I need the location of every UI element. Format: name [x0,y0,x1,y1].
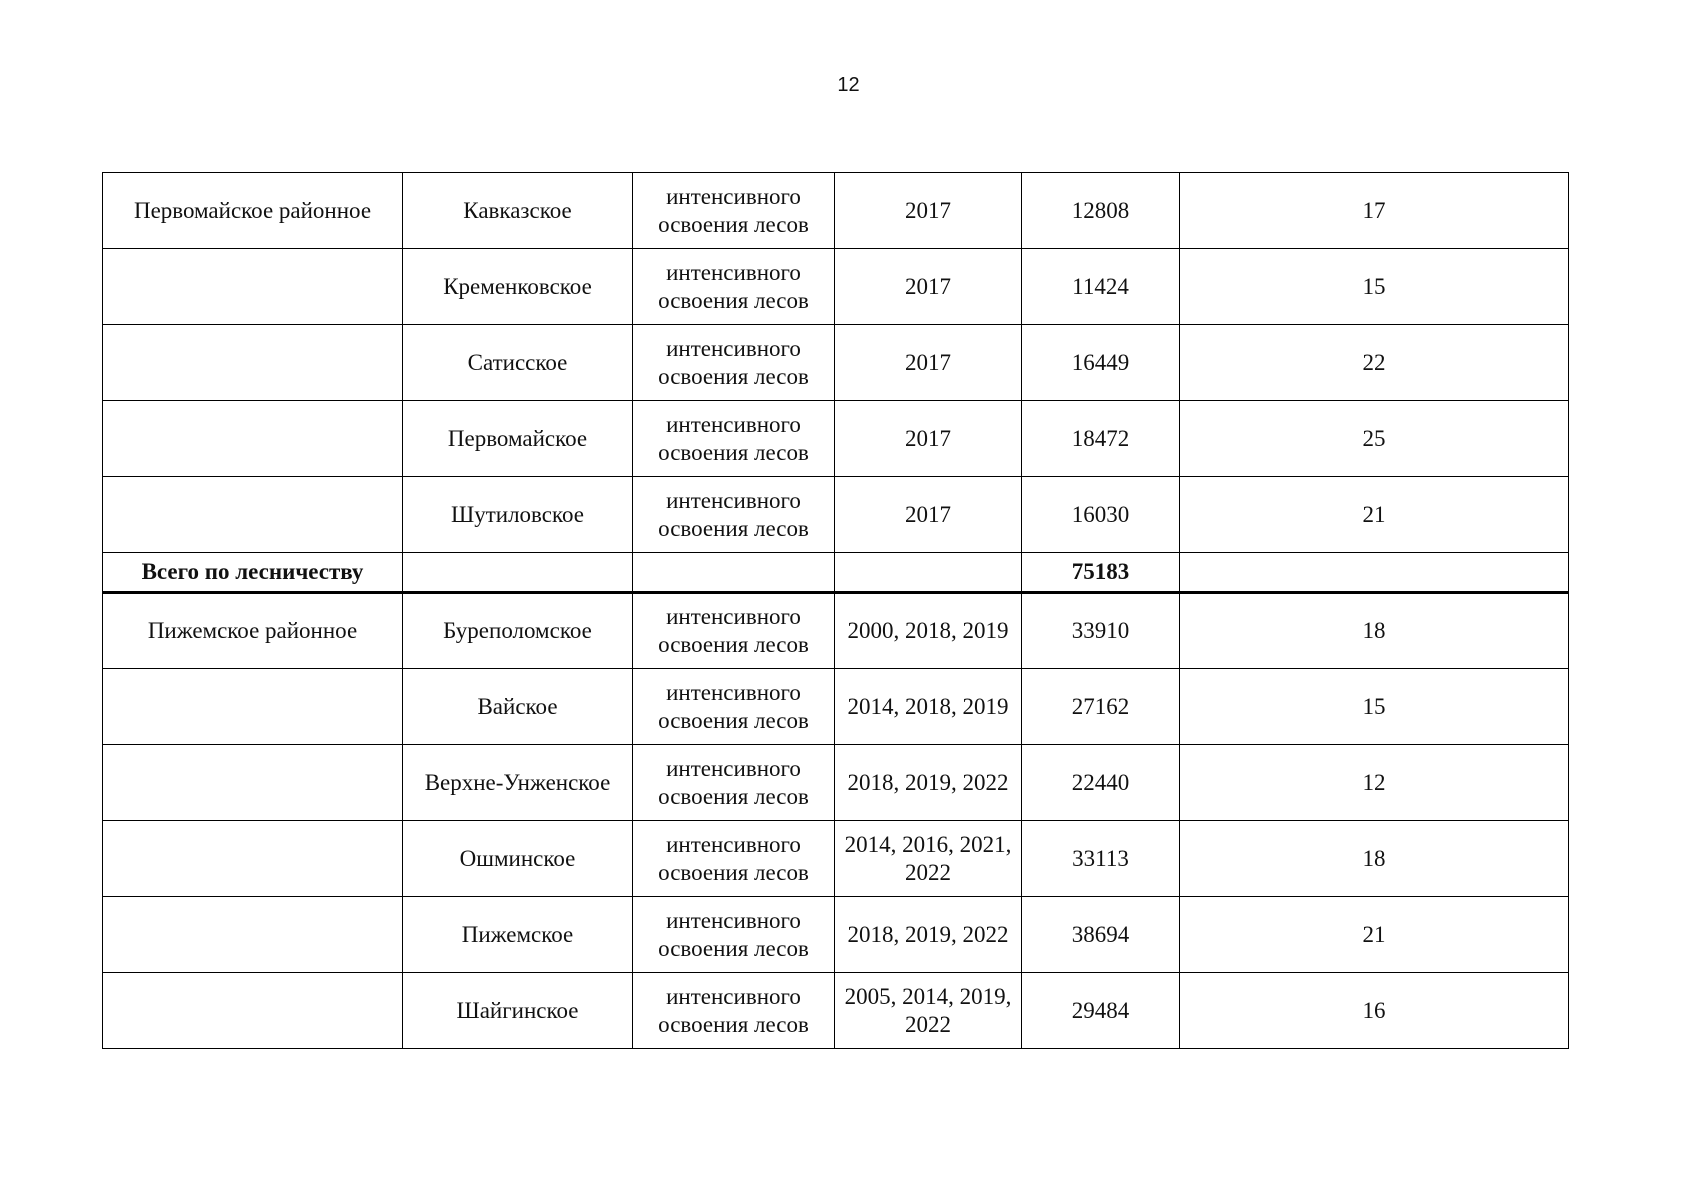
forestry-table [102,172,1569,1049]
table-row [103,325,1569,401]
forestry-cell [103,669,403,745]
table-row [103,477,1569,553]
area-cell: 11424 [1022,249,1180,325]
percent-cell: 21 [1180,477,1569,553]
zone-cell: интенсивного освоения лесов [633,745,835,821]
table-row [103,669,1569,745]
district-cell: Сатисское [403,325,633,401]
zone-cell: интенсивного освоения лесов [633,821,835,897]
district-cell: Шайгинское [403,973,633,1049]
empty-cell [403,553,633,593]
area-cell: 22440 [1022,745,1180,821]
years-cell: 2018, 2019, 2022 [835,745,1022,821]
percent-cell: 17 [1180,173,1569,249]
zone-cell: интенсивного освоения лесов [633,973,835,1049]
table-row [103,593,1569,669]
empty-cell [1180,553,1569,593]
table-row [103,249,1569,325]
forestry-cell: Первомайское районное [103,173,403,249]
area-cell: 16449 [1022,325,1180,401]
district-cell: Кавказское [403,173,633,249]
years-cell: 2014, 2018, 2019 [835,669,1022,745]
area-cell: 18472 [1022,401,1180,477]
district-cell: Буреполомское [403,593,633,669]
zone-cell: интенсивного освоения лесов [633,669,835,745]
percent-cell: 12 [1180,745,1569,821]
table-row [103,401,1569,477]
zone-cell: интенсивного освоения лесов [633,249,835,325]
forestry-cell [103,745,403,821]
district-cell: Кременковское [403,249,633,325]
zone-cell: интенсивного освоения лесов [633,593,835,669]
page-number: 12 [837,74,860,96]
forestry-cell [103,325,403,401]
district-cell: Ошминское [403,821,633,897]
zone-cell: интенсивного освоения лесов [633,897,835,973]
total-label: Всего по лесничеству [103,553,403,593]
forestry-cell [103,897,403,973]
area-cell: 33910 [1022,593,1180,669]
percent-cell: 15 [1180,669,1569,745]
percent-cell: 18 [1180,821,1569,897]
district-cell: Шутиловское [403,477,633,553]
forestry-cell [103,249,403,325]
total-area: 75183 [1022,553,1180,593]
district-cell: Первомайское [403,401,633,477]
zone-cell: интенсивного освоения лесов [633,401,835,477]
years-cell: 2018, 2019, 2022 [835,897,1022,973]
percent-cell: 25 [1180,401,1569,477]
table-row [103,897,1569,973]
area-cell: 27162 [1022,669,1180,745]
years-cell: 2014, 2016, 2021, 2022 [835,821,1022,897]
zone-cell: интенсивного освоения лесов [633,173,835,249]
total-row [103,553,1569,593]
empty-cell [835,553,1022,593]
years-cell: 2017 [835,249,1022,325]
zone-cell: интенсивного освоения лесов [633,325,835,401]
years-cell: 2017 [835,401,1022,477]
percent-cell: 22 [1180,325,1569,401]
district-cell: Пижемское [403,897,633,973]
area-cell: 16030 [1022,477,1180,553]
zone-cell: интенсивного освоения лесов [633,477,835,553]
district-cell: Верхне-Унженское [403,745,633,821]
district-cell: Вайское [403,669,633,745]
table-row [103,821,1569,897]
forestry-cell [103,821,403,897]
table-row [103,173,1569,249]
years-cell: 2017 [835,477,1022,553]
years-cell: 2005, 2014, 2019, 2022 [835,973,1022,1049]
forestry-cell [103,401,403,477]
forestry-cell [103,477,403,553]
area-cell: 12808 [1022,173,1180,249]
percent-cell: 16 [1180,973,1569,1049]
years-cell: 2017 [835,325,1022,401]
forestry-cell [103,973,403,1049]
years-cell: 2017 [835,173,1022,249]
area-cell: 29484 [1022,973,1180,1049]
empty-cell [633,553,835,593]
percent-cell: 21 [1180,897,1569,973]
area-cell: 38694 [1022,897,1180,973]
area-cell: 33113 [1022,821,1180,897]
years-cell: 2000, 2018, 2019 [835,593,1022,669]
forestry-cell: Пижемское районное [103,593,403,669]
percent-cell: 18 [1180,593,1569,669]
table-row [103,745,1569,821]
percent-cell: 15 [1180,249,1569,325]
table-row [103,973,1569,1049]
